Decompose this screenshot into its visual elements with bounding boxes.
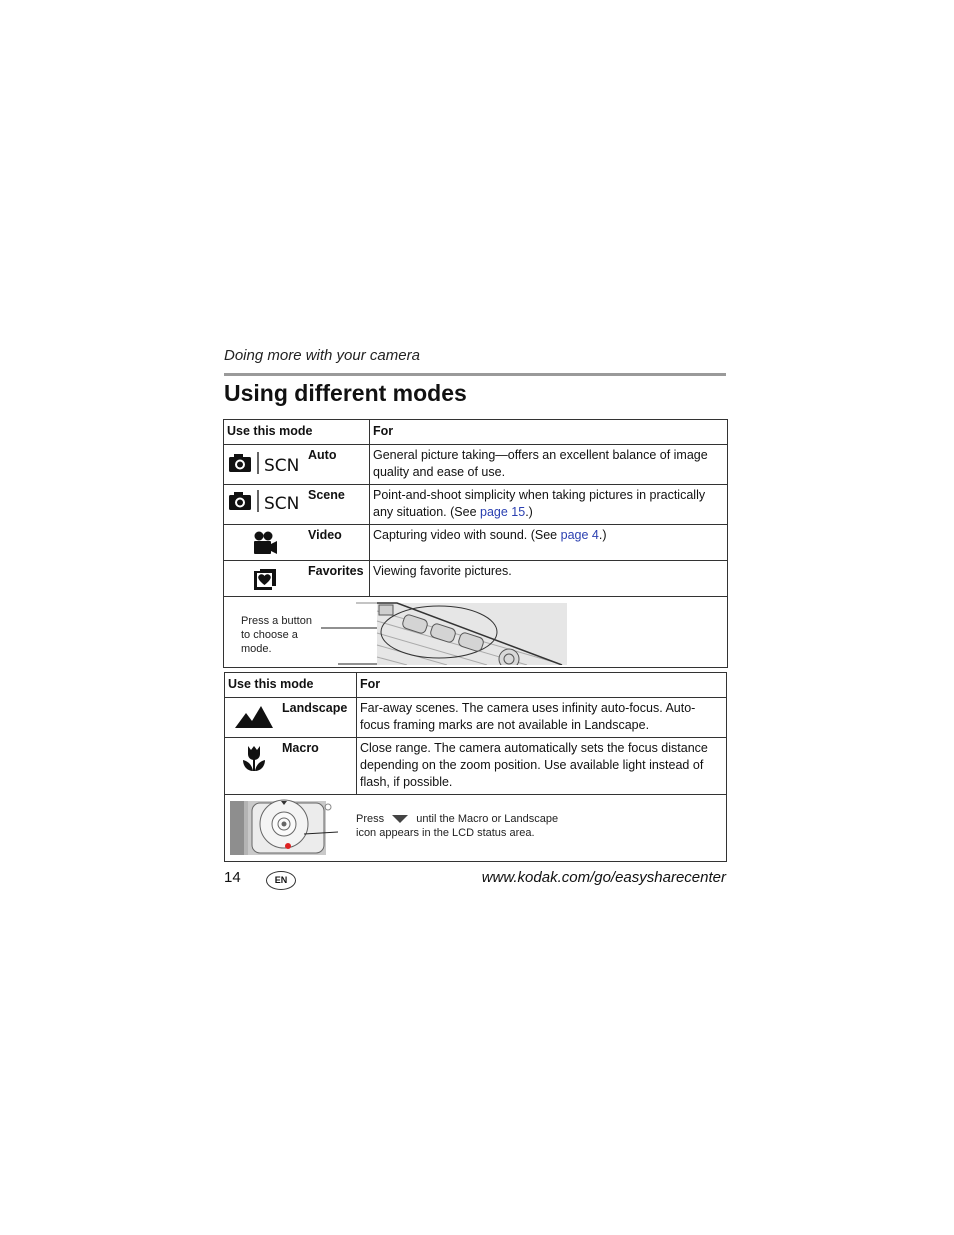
language-badge: EN [266,871,296,890]
camera-dial-illustration [228,797,338,859]
mode-label-auto: Auto [308,448,337,462]
camera-scn-icon [227,489,305,513]
table-row [224,561,728,597]
macro-callout-text: Press until the Macro or Landscape icon appears in the LCD status area. [356,813,559,839]
illustration-cell [224,597,728,668]
mode-cell-auto [224,445,370,485]
mode-cell-landscape [225,698,357,738]
svg-text:SCN: SCN [264,494,300,513]
video-camera-icon [252,530,278,556]
mode-label-landscape: Landscape [282,701,348,715]
down-arrow-icon [391,814,409,824]
page-link[interactable]: page 4 [560,528,599,542]
mode-label-macro: Macro [282,741,319,755]
favorites-heart-icon [252,566,278,592]
mode-description: Close range. The camera automatically sets the focus distance depending on the zoom position. Use available light instead of flash, if possible. [357,738,727,795]
illustration-row [225,795,727,862]
page-title: Using different modes [224,380,467,406]
section-header: Doing more with your camera [224,347,420,364]
mode-description: General picture taking—offers an excellent balance of image quality and ease of use. [370,445,728,485]
table-row [224,525,728,561]
page-number: 14 [224,869,241,886]
mode-description: Capturing video with sound. (See page 4.) [370,525,728,561]
macro-flower-icon [241,744,267,772]
mode-label-scene: Scene [308,488,345,502]
mode-description: Far-away scenes. The camera uses infinity auto-focus. Auto-focus framing marks are not available in Landscape. [357,698,727,738]
mode-label-favorites: Favorites [308,564,364,578]
illustration-cell [225,795,727,862]
modes-table-2 [224,672,727,862]
camera-top-illustration [227,599,727,665]
page-link[interactable]: page 15 [480,505,526,519]
header-for: For [357,673,727,698]
mode-cell-favorites [224,561,370,597]
header-use-this-mode: Use this mode [224,420,370,445]
mode-description: Point-and-shoot simplicity when taking pictures in practically any situation. (See page 15.) [370,485,728,525]
camera-scn-icon [227,451,305,475]
mode-cell-macro [225,738,357,795]
table-row [225,738,727,795]
modes-table [223,419,728,668]
mode-callout-text: Press a button to choose a mode. [241,615,312,655]
footer-url[interactable]: www.kodak.com/go/easysharecenter [481,869,726,886]
mode-cell-scene [224,485,370,525]
table-row [224,445,728,485]
mode-description: Viewing favorite pictures. [370,561,728,597]
mode-cell-video [224,525,370,561]
table-row [224,485,728,525]
landscape-mountains-icon [235,704,273,728]
table-row [225,698,727,738]
illustration-row [224,597,728,668]
mode-label-video: Video [308,528,342,542]
svg-text:SCN: SCN [264,456,300,475]
header-for: For [370,420,728,445]
header-rule [224,373,726,376]
header-use-this-mode: Use this mode [225,673,357,698]
